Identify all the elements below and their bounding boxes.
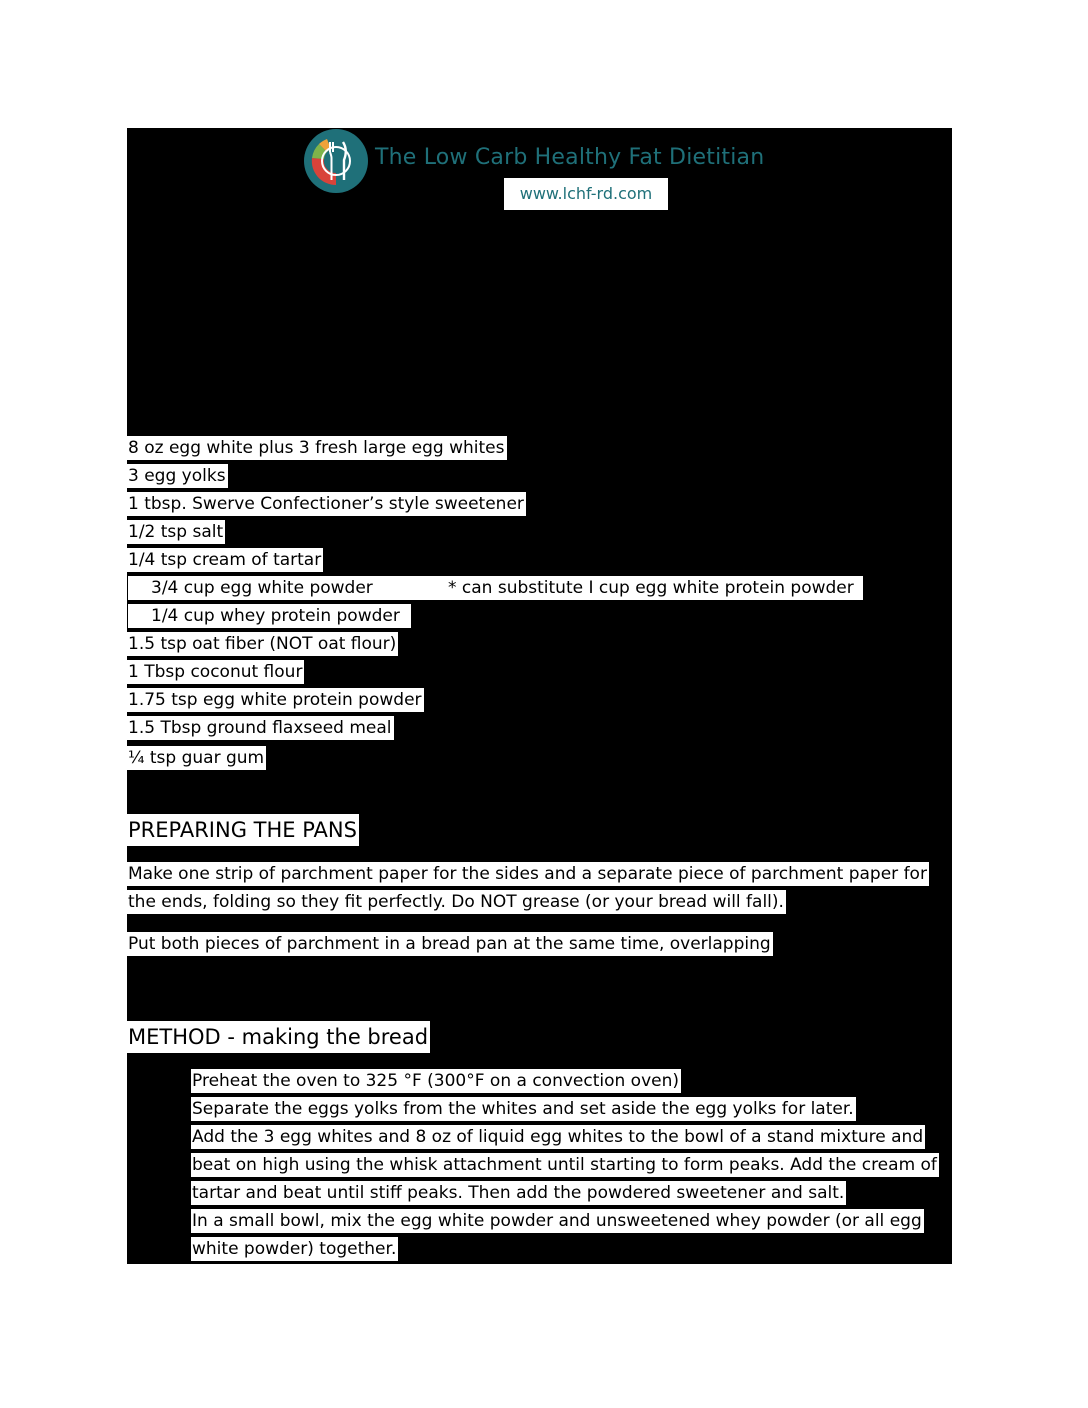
section-heading-preparing: PREPARING THE PANS <box>127 814 359 846</box>
paragraph-line: Put both pieces of parchment in a bread pan at the same time, overlapping <box>128 934 771 954</box>
ingredient-item: ¼ tsp guar gum <box>128 748 265 768</box>
ingredient-item: 1.5 tsp oat fiber (NOT oat flour) <box>128 634 397 654</box>
method-line: Separate the eggs yolks from the whites and set aside the egg yolks for later. <box>192 1099 854 1119</box>
fork-knife-plate-logo-icon <box>303 128 369 194</box>
method-line: In a small bowl, mix the egg white powder and unsweetened whey powder (or all egg <box>192 1211 922 1231</box>
paragraph-line: the ends, folding so they fit perfectly. Do NOT grease (or your bread will fall). <box>128 892 784 912</box>
brand-title: The Low Carb Healthy Fat Dietitian <box>375 145 765 170</box>
ingredient-item: 1/2 tsp salt <box>128 522 224 542</box>
ingredient-item: 3/4 cup egg white powder <box>151 578 373 598</box>
method-line: tartar and beat until stiff peaks. Then add the powdered sweetener and salt. <box>192 1183 845 1203</box>
ingredient-item: 1/4 cup whey protein powder <box>151 606 400 626</box>
ingredient-item: 1.5 Tbsp ground flaxseed meal <box>128 718 392 738</box>
ingredient-item: 8 oz egg white plus 3 fresh large egg whites <box>128 438 505 458</box>
ingredient-item: 3 egg yolks <box>128 466 226 486</box>
method-line: Add the 3 egg whites and 8 oz of liquid egg whites to the bowl of a stand mixture and <box>192 1127 924 1147</box>
ingredient-item: 1 Tbsp coconut flour <box>128 662 303 682</box>
method-line: Preheat the oven to 325 °F (300°F on a convection oven) <box>192 1071 679 1091</box>
ingredient-item: 1/4 tsp cream of tartar <box>128 550 322 570</box>
site-url-link[interactable]: www.lchf-rd.com <box>504 178 668 210</box>
ingredient-note: * can substitute I cup egg white protein powder <box>448 578 854 598</box>
ingredient-item: 1 tbsp. Swerve Confectioner’s style sweetener <box>128 494 524 514</box>
method-line: white powder) together. <box>192 1239 397 1259</box>
method-line: beat on high using the whisk attachment until starting to form peaks. Add the cream of <box>192 1155 937 1175</box>
paragraph-line: Make one strip of parchment paper for the sides and a separate piece of parchment paper for <box>128 864 927 884</box>
ingredient-item: 1.75 tsp egg white protein powder <box>128 690 422 710</box>
section-heading-method: METHOD - making the bread <box>127 1021 430 1053</box>
